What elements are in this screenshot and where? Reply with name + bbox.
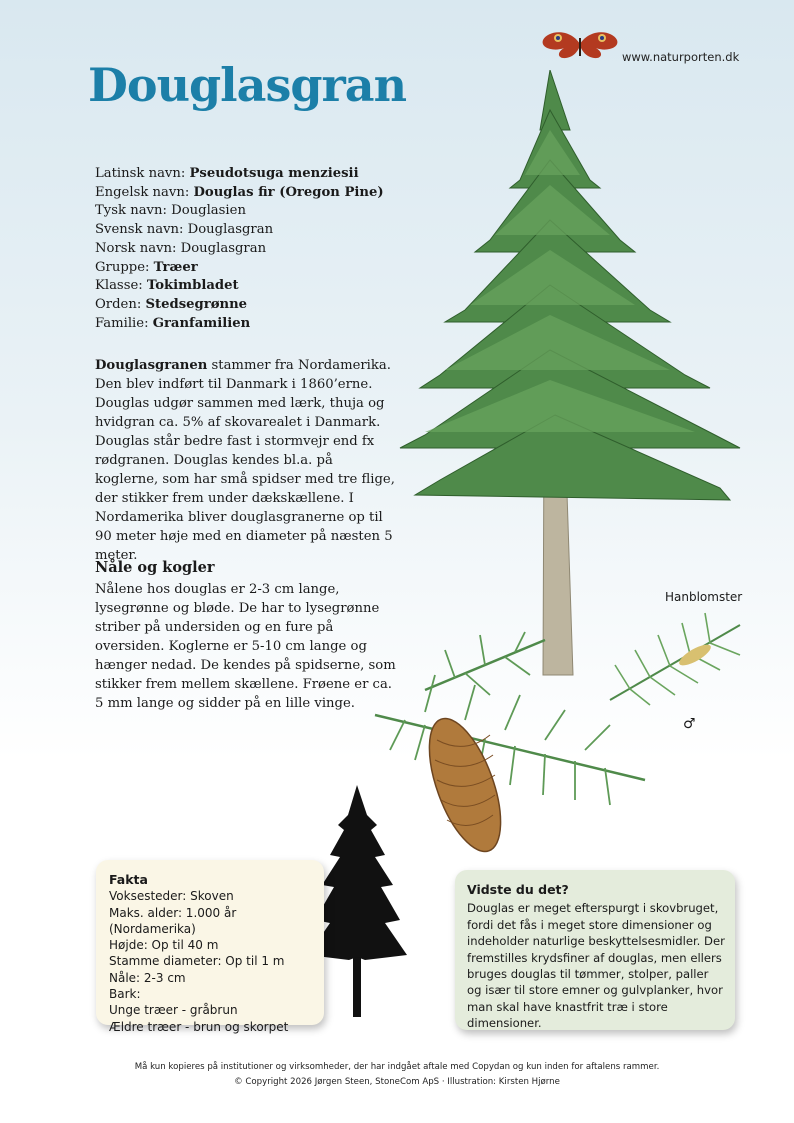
- douglas-fir-tree-illustration: [395, 70, 755, 680]
- fact-row: Klasse: Tokimbladet: [95, 278, 239, 294]
- copyright-notice: Må kun kopieres på institutioner og virksomheder, der har indgået aftale med Copydan og kun inden for aftalens rammer.: [134, 1062, 660, 1072]
- fact-row: Orden: Stedsegrønne: [95, 296, 248, 312]
- fakta-line: Nåle: 2-3 cm: [109, 970, 186, 985]
- vidste-du-det-box: [455, 870, 735, 1030]
- needles-heading: Nåle og kogler: [95, 559, 215, 576]
- fact-row: Svensk navn: Douglasgran: [95, 222, 274, 238]
- fakta-line: Maks. alder: 1.000 år (Nordamerika): [109, 905, 237, 936]
- facts-list: [95, 165, 384, 333]
- copyright-credit: © Copyright 2026 Jørgen Steen, StoneCom ApS · Illustration: Kirsten Hjørne: [234, 1077, 560, 1087]
- needles-paragraph: Nålene hos douglas er 2-3 cm lange, lysegrønne og bløde. De har to lysegrønne striber på undersiden og en fure på oversiden. Koglerne er 5-10 cm lange og hænger nedad. De kendes på spidserne, som stikker frem mellem skællene. Frøene er ca. 5 mm lange og sidder på en lille vinge.: [95, 582, 396, 711]
- male-flower-branch-illustration: [600, 605, 750, 715]
- fakta-line: Bark:: [109, 987, 141, 1002]
- fakta-line: Stamme diameter: Op til 1 m: [109, 954, 285, 969]
- hanblomster-label: Hanblomster: [665, 590, 743, 604]
- fact-row: Tysk navn: Douglasien: [95, 203, 246, 219]
- fakta-line: Højde: Op til 40 m: [109, 938, 219, 953]
- fakta-line: Ældre træer - brun og skorpet: [109, 1019, 289, 1034]
- fact-row: Latinsk navn: Pseudotsuga menziesii: [95, 166, 359, 181]
- butterfly-logo-icon: [540, 26, 620, 64]
- fakta-box: [96, 860, 324, 1034]
- page-title: Douglasgran: [88, 58, 407, 112]
- fakta-line: Voksesteder: Skoven: [109, 889, 234, 904]
- male-symbol-icon: ♂: [683, 716, 696, 732]
- fact-row: Familie: Granfamilien: [95, 315, 251, 331]
- site-url[interactable]: www.naturporten.dk: [622, 50, 740, 64]
- fakta-heading: Fakta: [109, 872, 148, 887]
- fact-row: Engelsk navn: Douglas fir (Oregon Pine): [95, 184, 384, 200]
- fact-row: Norsk navn: Douglasgran: [95, 240, 267, 256]
- fact-row: Gruppe: Træer: [95, 259, 198, 275]
- vidste-text: Douglas er meget efterspurgt i skovbruget, fordi det fås i meget store dimensioner og indeholder naturlige beskyttelsesmidler. Der fremstilles krydsfiner af douglas, men ellers bruges douglas til tømmer, stolper, paller og især til store emner og gulvplanker, hvor man skal have knastfrit træ i store dimensioner.: [467, 901, 725, 1031]
- intro-paragraph: Douglasgranen stammer fra Nordamerika. Den blev indført til Danmark i 1860’erne. Douglas udgør sammen med lærk, thuja og hvidgran ca. 5% af skovarealet i Danmark. Douglas står bedre fast i stormvejr end fx rødgranen. Douglas kendes bl.a. på koglerne, som har små spidser med tre flige, der stikker frem under dækskællene. I Nordamerika bliver douglasgranerne op til 90 meter høje med en diameter på næsten 5 meter.: [95, 358, 395, 563]
- fakta-line: Unge træer - gråbrun: [109, 1003, 238, 1018]
- vidste-heading: Vidste du det?: [467, 882, 569, 897]
